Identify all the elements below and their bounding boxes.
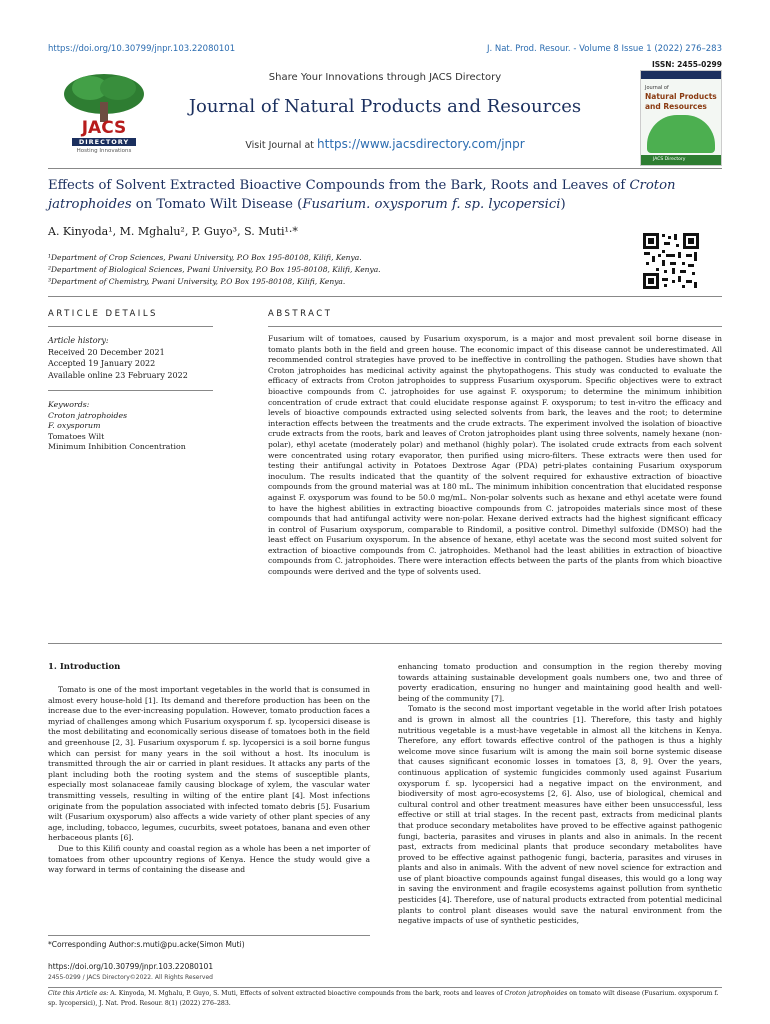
- received-date: Received 20 December 2021: [48, 347, 165, 357]
- logo-tagline: Hosting Innovations: [76, 148, 132, 154]
- affiliations: [48, 252, 381, 288]
- footnote-doi-link[interactable]: https://doi.org/10.30799/jnpr.103.22080101: [48, 962, 214, 971]
- cover-leaf-image: [647, 115, 715, 153]
- title-part2: on Tomato Wilt Disease (: [131, 197, 303, 212]
- cover-footer: JACS Directory: [653, 157, 686, 162]
- abstract-heading: ABSTRACT: [268, 309, 333, 319]
- article-details-heading: ARTICLE DETAILS: [48, 309, 158, 319]
- keywords-label: Keywords:: [48, 400, 90, 409]
- tagline: Share Your Innovations through JACS Directory: [268, 72, 502, 83]
- title-part1: Effects of Solvent Extracted Bioactive Compounds from the Bark, Roots and Leaves of: [48, 178, 630, 193]
- intro-left-column: [48, 685, 370, 876]
- header-rule: [48, 168, 722, 169]
- visit-prefix: Visit Journal at: [245, 140, 318, 151]
- journal-cover: [640, 70, 722, 166]
- header-citation: J. Nat. Prod. Resour. - Volume 8 Issue 1 (2022) 276–283: [486, 44, 722, 54]
- affiliation-2: ²Department of Biological Sciences, Pwani University, P.O Box 195-80108, Kilifi, Kenya.: [48, 265, 381, 274]
- title-part3: ): [560, 197, 566, 212]
- accepted-date: Accepted 19 January 2022: [48, 359, 156, 368]
- abstract-text: Fusarium wilt of tomatoes, caused by Fusarium oxysporum, is a major and most prevalent soil borne disease in tomato plants both in the field and green house. The economic impact of this disease cannot be underestimated. All recommended control strategies have proved to be ineffective in controlling the pathogen. Studies have shown that Croton jatrophoides has medicinal activity against the phytopathogens. This study was conducted to evaluate the efficacy of extracts from Croton jatrophoides to suppress Fusarium oxysporum. Specific objectives were to extract bioactive compounds from C. jatrophoides for use against F. oxysporum; to determine the minimum inhibition concentration of crude extract that could elucidate response against F. oxysporum; to test in-vitro the efficacy and levels of bioactive compounds extracted using selected solvents from bark, the leaves and the root; to determine interaction effects between the treatments and the crude extracts. The experiment involved the isolation of bioactive crude extracts from the roots, bark and leaves of Croton jatrophoides plant using three solvents, namely hexane (non-polar), ethyl acetate (moderately polar) and methanol (highly polar). The isolated crude extracts from each solvent were concentrated using rotary evaporator, then purified using micro-filters. These extracts were then used for testing their antifungal activity in Potatoes Dextrose Agar (PDA) petri-plates containing Fusarium oxysporum inoculum. The results indicated that the quantity of the solvent required for exhaustive extraction of bioactive compounds from the ground material was at 180 mL. The minimum inhibition concentration that elucidated response against F. oxysporum was found to be 50.0 mg/mL. Non-polar solvents such as hexane and ethyl acetate were found to have the highest abilities in extracting bioactive compounds from C. jatropoides materials since most of these compounds that had antifungal activity were non-polar. Hexane derived extracts had the highest significant efficacy in control of Fusarium oxysporum, comparable to Rindomil, a positive control. Dimethyl sulfoxide (DMSO) had the least effect on Fusarium oxysporum. In the absence of hexane, ethyl acetate was the second most suited solvent for extraction of bioactive compounds from C. jatrophoides. Methanol had the least abilities in extraction of bioactive compounds from C. jatrophoides. There were interaction effects between the parts of the plants from which bioactive compounds were derived and the type of solvents used.: [268, 334, 722, 577]
- keyword-item: Tomatoes Wilt: [48, 431, 105, 441]
- cite-rule: [48, 987, 722, 988]
- details-rule: [48, 326, 213, 327]
- title-italic2: Fusarium. oxysporum f. sp. lycopersici: [302, 197, 561, 212]
- cite-text-2: on tomato wilt disease (Fusarium. oxysporum f. sp. lycopersici), J. Nat. Prod. Resour. 8(1) (2022) 276–283.: [48, 990, 719, 1007]
- cite-text: A. Kinyoda, M. Mghalu, P. Guyo, S. Muti, Effects of solvent extracted bioactive compounds from the bark, roots and leaves of: [108, 990, 505, 997]
- abstract-rule: [268, 326, 722, 327]
- cite-label: Cite this Article as:: [48, 990, 109, 997]
- logo-text: JACS: [81, 118, 127, 138]
- intro-paragraph: Tomato is the second most important vegetable in the world after Irish potatoes and is grown in almost all the countries [1]. Therefore, this tasty and highly nutritious vegetable is a must-have vegetable in almost all the kitchens in Kenya. Therefore, any effort towards effective control of the pathogen is thus a highly welcome move since fusarium wilt is among the main soil borne systemic disease that causes significant economic losses in tomatoes [3, 8, 9]. Over the years, continuous application of systemic fungicides commonly used against Fusarium oxysporum f. sp. lycopersici had a negative impact on the environment, and biodiversity of most agro-ecosystems [2, 6]. Also, use of biological, chemical and cultural control and other treatment measures have either been unsuccessful, less effective or still at trial stages. In the recent past, extracts from medicinal plants that produce secondary metabolites have proved to be effective against pathogenic fungi, bacteria, parasites and viruses in plants and also in animals. In the recent past, extracts from medicinal plants that produce secondary metabolites have proved to be effective against pathogenic fungi, bacteria, parasites and viruses in plants and also in animals. With the advent of new novel science for extraction and use of plant bioactive compounds against fungal diseases, this would go a long way in saving the environment and fragile ecosystems against pollution from synthetic pesticides [4]. Therefore, use of natural products extracted from potential medicinal plants to control plant diseases would save the natural environment from the negative impacts of use of synthetic pesticides,: [398, 704, 722, 926]
- cover-top-bar: [641, 71, 721, 79]
- cover-line2: Natural Products: [645, 92, 717, 101]
- introduction-heading: 1. Introduction: [48, 662, 121, 672]
- keyword-item: F. oxysporum: [48, 421, 101, 430]
- cite-as: [48, 989, 722, 1009]
- issn-label: ISSN: 2455-0299: [651, 60, 722, 69]
- keyword-item: Croton jatrophoides: [48, 410, 128, 420]
- history-label: Article history:: [48, 336, 109, 345]
- journal-title: Journal of Natural Products and Resources: [188, 96, 582, 117]
- affiliation-1: ¹Department of Crop Sciences, Pwani University, P.O Box 195-80108, Kilifi, Kenya.: [48, 253, 362, 262]
- online-date: Available online 23 February 2022: [48, 370, 188, 380]
- qr-code: [642, 232, 700, 290]
- header-doi-link[interactable]: https://doi.org/10.30799/jnpr.103.22080101: [48, 44, 236, 54]
- title-italic1: Croton jatrophoides: [48, 178, 676, 212]
- journal-url-link[interactable]: https://www.jacsdirectory.com/jnpr: [317, 137, 525, 151]
- keywords: [48, 400, 186, 453]
- intro-paragraph: enhancing tomato production and consumption in the region thereby moving towards attaining sustainable development goals numbers one, two and three of poverty eradication, ensuring no hunger and maintaining good health and well-being of the community [7].: [398, 662, 722, 703]
- affiliation-3: ³Department of Chemistry, Pwani University, P.O Box 195-80108, Kilifi, Kenya.: [48, 277, 346, 286]
- cover-line3: and Resources: [645, 102, 707, 111]
- keyword-item: Minimum Inhibition Concentration: [48, 442, 186, 451]
- history-rule: [48, 390, 213, 391]
- footnote-rule: [48, 935, 370, 936]
- visit-line: [160, 137, 610, 151]
- jacs-logo: [54, 66, 154, 162]
- article-history: [48, 335, 188, 381]
- abstract-end-rule: [48, 643, 722, 644]
- intro-right-column: [398, 662, 722, 927]
- affiliation-rule: [48, 296, 722, 297]
- copyright: 2455-0299 / JACS Directory©2022. All Rights Reserved: [48, 974, 213, 981]
- intro-paragraph: Tomato is one of the most important vegetables in the world that is consumed in almost every house-hold [1]. Its demand and therefore production has been on the increase due to the ever-increasing population. However, tomato production faces a myriad of challenges among which Fusarium oxysporum f. sp. lycopersici disease is the most debilitating and economically serious disease of tomatoes both in the field and greenhouse [2, 3]. Fusarium oxysporum f. sp. lycopersici is a soil borne fungus which can persist for many years in the soil without a host. Its inoculum is transmitted through the air or carried in plant residues. It attacks any parts of the plant including both the rooting system and the stems of susceptible plants, especially most solanaceae family causing blockage of xylem, the vascular water transmitting vessels, resulting in wilting of the entire plant [4]. Most infections originate from the population associated with infected tomato debris [5]. Fusarium wilt (Fusarium oxysporum) also affects a wide variety of other plant species of any age, including, tobacco, legumes, cucurbits, sweet potatoes, banana and even other herbaceous plants [6].: [48, 685, 371, 843]
- logo-sub: DIRECTORY: [72, 138, 136, 146]
- article-title: [48, 176, 718, 214]
- corresponding-author: *Corresponding Author:s.muti@pu.acke(Simon Muti): [48, 940, 245, 949]
- authors: A. Kinyoda¹, M. Mghalu², P. Guyo³, S. Muti¹·*: [48, 225, 298, 238]
- intro-paragraph: Due to this Kilifi county and coastal region as a whole has been a net importer of tomatoes from other upcountry regions of Kenya. Hence the study would give a way forward in terms of containing the disease and: [48, 843, 370, 875]
- cover-line1: Journal of: [645, 85, 669, 91]
- cite-italic: Croton jatrophoides: [504, 990, 568, 997]
